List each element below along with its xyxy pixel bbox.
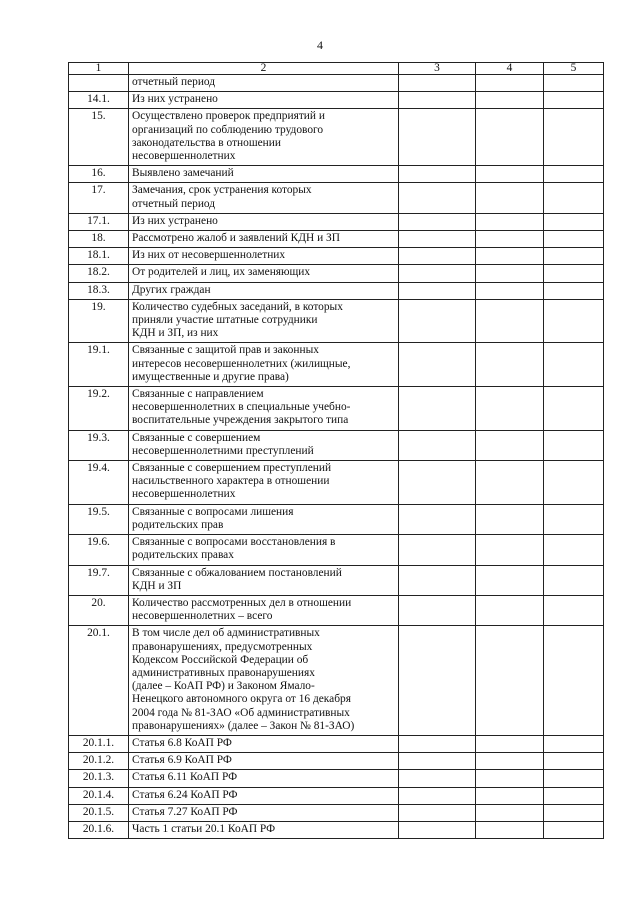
value-cell-col4: [476, 430, 544, 460]
value-cell-col5: [544, 804, 604, 821]
value-cell-col4: [476, 387, 544, 431]
row-text-cell: Выявлено замечаний: [129, 166, 399, 183]
row-text-cell: Рассмотрено жалоб и заявлений КДН и ЗП: [129, 231, 399, 248]
value-cell-col4: [476, 770, 544, 787]
value-cell-col3: [399, 299, 476, 343]
value-cell-col4: [476, 166, 544, 183]
row-text-cell: Из них устранено: [129, 92, 399, 109]
row-text-cell: Из них от несовершеннолетних: [129, 248, 399, 265]
row-text-cell: Количество судебных заседаний, в которых приняли участие штатные сотрудники КДН и ЗП, из них: [129, 299, 399, 343]
value-cell-col4: [476, 248, 544, 265]
table-row: [69, 183, 604, 213]
header-cell-col2: 2: [129, 63, 399, 75]
value-cell-col4: [476, 265, 544, 282]
row-text-cell: Осуществлено проверок предприятий и организаций по соблюдению трудового законодательства в отношении несовершеннолетних: [129, 109, 399, 166]
row-text-cell: Из них устранено: [129, 213, 399, 230]
value-cell-col5: [544, 265, 604, 282]
row-number-cell: 16.: [69, 166, 129, 183]
row-text-cell: Статья 6.8 КоАП РФ: [129, 735, 399, 752]
value-cell-col4: [476, 804, 544, 821]
row-number-cell: 19.6.: [69, 535, 129, 565]
value-cell-col4: [476, 75, 544, 92]
value-cell-col3: [399, 109, 476, 166]
value-cell-col4: [476, 787, 544, 804]
value-cell-col3: [399, 282, 476, 299]
value-cell-col4: [476, 753, 544, 770]
row-text-cell: Замечания, срок устранения которых отчетный период: [129, 183, 399, 213]
row-text-cell: Часть 1 статьи 20.1 КоАП РФ: [129, 821, 399, 838]
row-number-cell: 20.1.3.: [69, 770, 129, 787]
row-number-cell: 20.1.6.: [69, 821, 129, 838]
row-number-cell: 20.1.1.: [69, 735, 129, 752]
table-row: [69, 461, 604, 505]
value-cell-col4: [476, 565, 544, 595]
row-number-cell: 20.: [69, 595, 129, 625]
page-number: 4: [317, 38, 323, 52]
value-cell-col4: [476, 109, 544, 166]
row-text-cell: отчетный период: [129, 75, 399, 92]
row-text-cell: Количество рассмотренных дел в отношении несовершеннолетних – всего: [129, 595, 399, 625]
table-row: [69, 770, 604, 787]
value-cell-col4: [476, 299, 544, 343]
row-text-cell: Связанные с совершением несовершеннолетними преступлений: [129, 430, 399, 460]
table-row: [69, 166, 604, 183]
value-cell-col3: [399, 804, 476, 821]
value-cell-col5: [544, 565, 604, 595]
table-row: [69, 804, 604, 821]
row-number-cell: 20.1.2.: [69, 753, 129, 770]
value-cell-col4: [476, 821, 544, 838]
value-cell-col5: [544, 183, 604, 213]
value-cell-col5: [544, 248, 604, 265]
table-row: [69, 282, 604, 299]
table-row: [69, 75, 604, 92]
value-cell-col5: [544, 231, 604, 248]
row-number-cell: 18.3.: [69, 282, 129, 299]
table-row: [69, 595, 604, 625]
value-cell-col5: [544, 343, 604, 387]
row-number-cell: 19.4.: [69, 461, 129, 505]
value-cell-col3: [399, 166, 476, 183]
report-table: [68, 62, 604, 839]
value-cell-col5: [544, 430, 604, 460]
value-cell-col5: [544, 282, 604, 299]
value-cell-col4: [476, 183, 544, 213]
row-text-cell: Связанные с вопросами восстановления в родительских правах: [129, 535, 399, 565]
row-number-cell: 14.1.: [69, 92, 129, 109]
value-cell-col3: [399, 213, 476, 230]
value-cell-col4: [476, 231, 544, 248]
value-cell-col3: [399, 565, 476, 595]
value-cell-col3: [399, 75, 476, 92]
header-cell-col1: 1: [69, 63, 129, 75]
table-row: [69, 787, 604, 804]
table-row: [69, 504, 604, 534]
table-row: [69, 109, 604, 166]
value-cell-col4: [476, 535, 544, 565]
value-cell-col3: [399, 626, 476, 736]
row-text-cell: В том числе дел об административных правонарушениях, предусмотренных Кодексом Российской Федерации об административных правонарушениях (далее – КоАП РФ) и Законом Ямало- Ненецкого автономного округа от 16 декабря 2004 года № 81-ЗАО «Об административных правонарушениях» (далее – Закон № 81-ЗАО): [129, 626, 399, 736]
table-row: [69, 231, 604, 248]
header-cell-col4: 4: [476, 63, 544, 75]
row-number-cell: 18.2.: [69, 265, 129, 282]
value-cell-col5: [544, 626, 604, 736]
value-cell-col5: [544, 166, 604, 183]
row-number-cell: 19.7.: [69, 565, 129, 595]
value-cell-col3: [399, 343, 476, 387]
value-cell-col5: [544, 735, 604, 752]
value-cell-col4: [476, 92, 544, 109]
row-text-cell: Связанные с направлением несовершеннолетних в специальные учебно- воспитательные учреждения закрытого типа: [129, 387, 399, 431]
row-number-cell: 19.5.: [69, 504, 129, 534]
value-cell-col5: [544, 770, 604, 787]
value-cell-col3: [399, 92, 476, 109]
row-text-cell: От родителей и лиц, их заменяющих: [129, 265, 399, 282]
value-cell-col3: [399, 183, 476, 213]
row-number-cell: 19.2.: [69, 387, 129, 431]
value-cell-col5: [544, 109, 604, 166]
table-row: [69, 387, 604, 431]
table-row: [69, 299, 604, 343]
value-cell-col5: [544, 299, 604, 343]
row-number-cell: 19.: [69, 299, 129, 343]
row-number-cell: 20.1.: [69, 626, 129, 736]
value-cell-col5: [544, 213, 604, 230]
row-number-cell: 19.3.: [69, 430, 129, 460]
table-row: [69, 343, 604, 387]
row-text-cell: Связанные с совершением преступлений насильственного характера в отношении несовершеннолетних: [129, 461, 399, 505]
value-cell-col4: [476, 213, 544, 230]
value-cell-col4: [476, 343, 544, 387]
table-row: [69, 735, 604, 752]
value-cell-col5: [544, 504, 604, 534]
row-number-cell: 18.1.: [69, 248, 129, 265]
table-row: [69, 92, 604, 109]
value-cell-col5: [544, 787, 604, 804]
value-cell-col3: [399, 248, 476, 265]
row-text-cell: Других граждан: [129, 282, 399, 299]
table-row: [69, 265, 604, 282]
header-cell-col5: 5: [544, 63, 604, 75]
value-cell-col5: [544, 821, 604, 838]
row-number-cell: 17.: [69, 183, 129, 213]
value-cell-col3: [399, 595, 476, 625]
table-row: [69, 565, 604, 595]
value-cell-col3: [399, 735, 476, 752]
value-cell-col3: [399, 770, 476, 787]
value-cell-col4: [476, 461, 544, 505]
value-cell-col3: [399, 231, 476, 248]
table-row: [69, 753, 604, 770]
row-number-cell: 17.1.: [69, 213, 129, 230]
value-cell-col3: [399, 461, 476, 505]
header-row: [69, 63, 604, 75]
row-number-cell: 20.1.5.: [69, 804, 129, 821]
row-number-cell: 20.1.4.: [69, 787, 129, 804]
value-cell-col4: [476, 626, 544, 736]
row-number-cell: 19.1.: [69, 343, 129, 387]
value-cell-col5: [544, 753, 604, 770]
value-cell-col3: [399, 535, 476, 565]
row-text-cell: Связанные с обжалованием постановлений КДН и ЗП: [129, 565, 399, 595]
row-text-cell: Статья 6.11 КоАП РФ: [129, 770, 399, 787]
value-cell-col4: [476, 595, 544, 625]
row-text-cell: Статья 6.9 КоАП РФ: [129, 753, 399, 770]
value-cell-col5: [544, 595, 604, 625]
value-cell-col3: [399, 430, 476, 460]
row-number-cell: 18.: [69, 231, 129, 248]
row-text-cell: Статья 6.24 КоАП РФ: [129, 787, 399, 804]
value-cell-col4: [476, 504, 544, 534]
value-cell-col5: [544, 387, 604, 431]
value-cell-col4: [476, 282, 544, 299]
value-cell-col3: [399, 753, 476, 770]
table-row: [69, 626, 604, 736]
table-row: [69, 248, 604, 265]
value-cell-col5: [544, 75, 604, 92]
row-text-cell: Связанные с вопросами лишения родительских прав: [129, 504, 399, 534]
row-text-cell: Статья 7.27 КоАП РФ: [129, 804, 399, 821]
row-number-cell: 15.: [69, 109, 129, 166]
table-row: [69, 430, 604, 460]
header-cell-col3: 3: [399, 63, 476, 75]
value-cell-col3: [399, 821, 476, 838]
row-number-cell: [69, 75, 129, 92]
value-cell-col4: [476, 735, 544, 752]
row-text-cell: Связанные с защитой прав и законных интересов несовершеннолетних (жилищные, имущественные и другие права): [129, 343, 399, 387]
value-cell-col5: [544, 461, 604, 505]
value-cell-col3: [399, 265, 476, 282]
value-cell-col5: [544, 535, 604, 565]
table-row: [69, 213, 604, 230]
table-row: [69, 535, 604, 565]
table-row: [69, 821, 604, 838]
value-cell-col3: [399, 504, 476, 534]
value-cell-col3: [399, 387, 476, 431]
value-cell-col3: [399, 787, 476, 804]
value-cell-col5: [544, 92, 604, 109]
